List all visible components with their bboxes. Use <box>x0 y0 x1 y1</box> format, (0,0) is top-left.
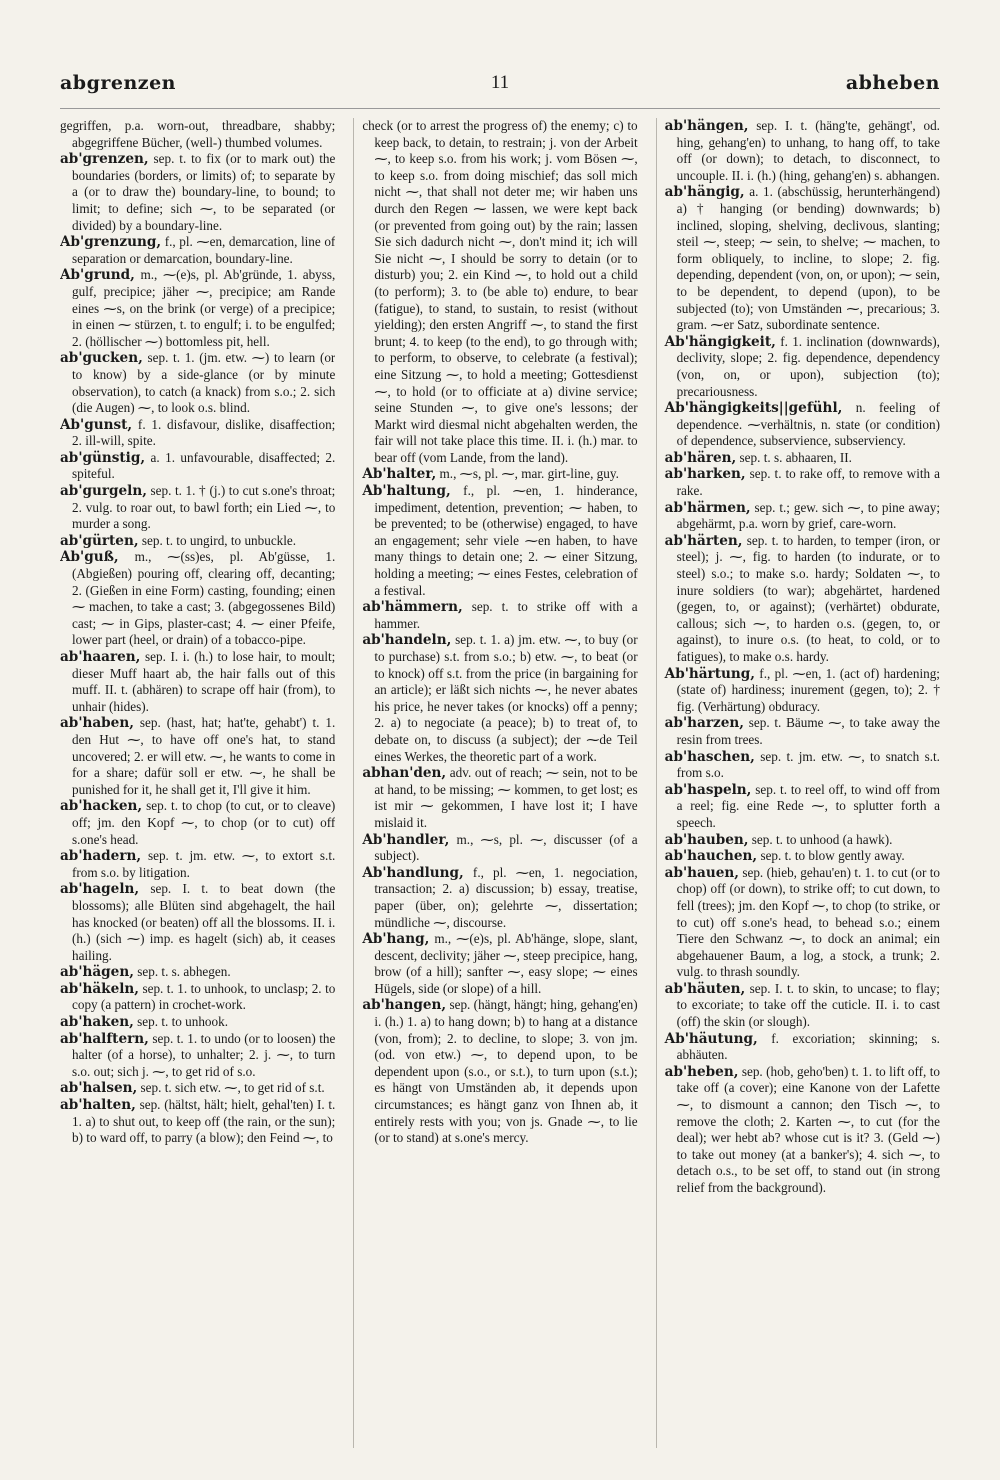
entry-definition: f., pl. ⁓en, 1. hinderance, impediment, detention, prevention; ⁓ haben, to be prevented; to be (otherwise) engaged, to have an engagement; sehr viele ⁓en haben, to have many things to detain one; 2. ⁓ einer Sitzung, holding a meeting; ⁓ eines Festes, celebration of a festival. <box>374 483 638 598</box>
entry-headword: ab'gurgeln, <box>60 483 147 500</box>
entry-definition: sep. t. to rake off, to remove with a rake. <box>676 466 940 499</box>
entry-headword: ab'hären, <box>664 449 737 466</box>
dictionary-entry <box>665 715 940 748</box>
entry-definition: f., pl. ⁓en, 1. negociation, transaction; 2. a) discussion; b) essay, treatise, paper (über, on); gelehrte ⁓, dissertation; mündliche ⁓, discourse. <box>374 864 638 930</box>
dictionary-entry <box>362 765 637 831</box>
dictionary-entry <box>665 334 940 400</box>
dictionary-entry <box>60 1014 335 1031</box>
entry-definition: f. excoriation; skinning; s. abhäuten. <box>676 1030 940 1063</box>
dictionary-entry <box>665 832 940 849</box>
entry-definition: sep. t. to chop (to cut, or to cleave) off; jm. den Kopf ⁓, to chop (or to cut) off s.one's head. <box>72 798 336 847</box>
dictionary-entry <box>60 450 335 483</box>
entry-headword: ab'haken, <box>60 1014 134 1031</box>
entry-definition: sep. I. i. (h.) to lose hair, to moult; dieser Muff haart ab, the hair falls out of this muff. II. t. (abhären) to scrape off hair (from), to unhair (hides). <box>72 649 336 714</box>
entry-headword: ab'haspeln, <box>664 781 752 798</box>
entry-headword: ab'hadern, <box>60 848 142 865</box>
entry-definition: sep. t. to unhood (a hawk). <box>748 831 893 847</box>
header-rule <box>60 108 940 109</box>
entry-definition: f. 1. disfavour, dislike, disaffection; 2. ill-will, spite. <box>72 416 336 449</box>
entry-headword: ab'hageln, <box>60 881 140 898</box>
entry-headword: ab'günstig, <box>60 449 146 466</box>
dictionary-entry <box>665 450 940 467</box>
entry-headword: ab'hauben, <box>664 831 749 848</box>
dictionary-entry <box>60 350 335 416</box>
page-header <box>60 72 940 106</box>
entry-headword: Ab'härtung, <box>664 665 756 682</box>
entry-definition: sep. t. s. abhaaren, II. <box>736 449 852 465</box>
dictionary-entry <box>665 749 940 782</box>
entry-headword: Ab'hang, <box>362 931 430 948</box>
entry-definition: sep. t. 1. (jm. etw. ⁓) to learn (or to know) by a side-glance (or by minute observation), to catch (a knack) from s.o.; 2. sich (die Augen) ⁓, to look o.s. blind. <box>72 350 336 416</box>
entry-definition: f., pl. ⁓en, demarcation, line of separation or demarcation, boundary-line. <box>72 234 336 266</box>
entry-headword: Ab'hängigkeit, <box>664 333 776 350</box>
dictionary-entry <box>60 1080 335 1097</box>
entry-headword: ab'grenzen, <box>60 151 149 168</box>
dictionary-entry <box>60 151 335 234</box>
entry-definition: m., ⁓(e)s, pl. Ab'gründe, 1. abyss, gulf, precipice; jäher ⁓, precipice; am Rande eines ⁓s, on the brink (or verge) of a precipice; in einen ⁓ stürzen, t. to engulf; i. to be engulfed; 2. (höllischer ⁓) bottomless pit, hell. <box>72 267 336 349</box>
entry-definition: adv. out of reach; ⁓ sein, not to be at hand, to be missing; ⁓ kommen, to get lost; es ist mir ⁓ gekommen, I have lost it; I have mislaid it. <box>374 765 638 830</box>
header-right-guideword: abheben <box>845 72 940 94</box>
dictionary-entry <box>60 649 335 715</box>
entry-definition: sep. t. jm. etw. ⁓, to snatch s.t. from s.o. <box>676 748 940 781</box>
entry-definition: sep. I. t. to beat down (the blossoms); alle Blüten sind abgehagelt, the hail has knocked (or beaten) off all the blossoms. II. i. (h.) (sich ⁓) imp. es hagelt (sich) ab, it ceases hailing. <box>72 881 336 963</box>
entry-headword: ab'halten, <box>60 1097 136 1114</box>
entry-definition: sep. t. Bäume ⁓, to take away the resin from trees. <box>676 715 940 747</box>
entry-headword: Ab'gunst, <box>60 416 133 433</box>
entry-definition: sep. t. to fix (or to mark out) the boundaries (borders, or limits) of; to separate by a (or to draw the) boundary-line, to bound; to limit; to define; sich ⁓, to be separated (or divided) by a boundary-line. <box>72 151 336 233</box>
entry-headword: ab'häuten, <box>664 980 746 997</box>
entry-headword: ab'hangen, <box>362 997 447 1014</box>
entry-definition: f. 1. inclination (downwards), declivity, slope; 2. fig. dependence, dependency (von, on, or upon), subjection (to); precariousness. <box>676 333 940 399</box>
entry-headword: ab'handeln, <box>362 632 452 649</box>
dictionary-entry <box>60 549 335 649</box>
dictionary-entry <box>362 832 637 865</box>
dictionary-entry <box>665 848 940 865</box>
entry-headword: ab'hauen, <box>664 864 739 881</box>
entry-headword: ab'harken, <box>664 466 746 483</box>
dictionary-entry <box>362 632 637 765</box>
entry-definition: sep. t. 1. to undo (or to loosen) the halter (of a horse), to unhalter; 2. j. ⁓, to turn s.o. out; sich j. ⁓, to get rid of s.o. <box>72 1030 336 1079</box>
columns <box>60 118 940 1448</box>
entry-headword: Ab'grund, <box>60 267 135 284</box>
dictionary-entry <box>362 931 637 997</box>
entry-definition: sep. (hältst, hält; hielt, gehal'ten) I. t. 1. a) to shut out, to keep off (the rain, or the sun); b) to ward off, to parry (a blow); den Feind ⁓, to <box>72 1097 336 1146</box>
entry-definition: a. 1. (abschüssig, herunterhängend) a) † hanging (or bending) downwards; b) inclined, sloping, shelving, declivous, slanting; steil ⁓, steep; ⁓ sein, to shelve; ⁓ machen, to form obliquely, to incline, to slope; 2. fig. depending, dependent (von, on, or upon); ⁓ sein, to be dependent, to depend (upon), to be subjected (to); von Umständen ⁓, precarious; 3. gram. ⁓er Satz, subordinate sentence. <box>676 184 940 333</box>
entry-headword: ab'heben, <box>664 1063 739 1080</box>
dictionary-entry <box>665 782 940 832</box>
dictionary-entry <box>362 118 637 466</box>
entry-headword: ab'haben, <box>60 715 134 732</box>
entry-definition: sep. t.; gew. sich ⁓, to pine away; abgehärmt, p.a. worn by grief, care-worn. <box>676 499 940 532</box>
entry-definition: sep. t. 1. a) jm. etw. ⁓, to buy (or to purchase) s.t. from s.o.; b) etw. ⁓, to beat (or to knock) off s.t. from the price (in bargaining for an article); er läßt sich nichts ⁓, he never abates his price, he never takes (or knocks) off a penny; 2. a) to negociate (a peace); b) to treat of, to debate on, to discuss (a subject); der ⁓de Teil eines Werkes, the theoretic part of a work. <box>374 632 638 764</box>
entry-definition: sep. t. 1. † (j.) to cut s.one's throat; 2. vulg. to roar out, to bawl forth; ein Lied ⁓, to murder a song. <box>72 483 336 532</box>
entry-definition: sep. I. t. (häng'te, gehängt', od. hing, gehang'en) to unhang, to hang off, to take off (or down); to detach, to disconnect, to uncouple. II. i. (h.) (hing, gehang'en) s. abhangen. <box>676 118 940 183</box>
dictionary-entry <box>60 267 335 350</box>
dictionary-entry <box>362 466 637 483</box>
dictionary-entry <box>60 881 335 964</box>
entry-definition: sep. I. t. to skin, to uncase; to flay; to excoriate; to take off the cuticle. II. i. to cast (off) the skin (or slough). <box>676 980 940 1030</box>
entry-headword: ab'haaren, <box>60 649 141 665</box>
entry-headword: Ab'häutung, <box>664 1030 758 1047</box>
page-number: 11 <box>490 72 510 93</box>
entry-headword: ab'harzen, <box>664 715 744 732</box>
dictionary-entry <box>60 234 335 267</box>
entry-definition: sep. t. jm. etw. ⁓, to extort s.t. from s.o. by litigation. <box>72 848 336 880</box>
dictionary-entry <box>665 466 940 499</box>
dictionary-entry <box>362 483 637 599</box>
entry-definition: n. feeling of dependence. ⁓verhältnis, n. state (or condition) of dependence, subservience, subserviency. <box>676 400 940 449</box>
header-left-guideword: abgrenzen <box>60 72 176 94</box>
entry-definition: sep. t. sich etw. ⁓, to get rid of s.t. <box>137 1080 325 1096</box>
column-1 <box>60 118 335 1448</box>
entry-definition: sep. t. to unhook. <box>133 1014 229 1030</box>
entry-headword: Ab'handler, <box>362 831 450 848</box>
entry-headword: ab'härmen, <box>664 499 751 516</box>
entry-definition: sep. (hob, geho'ben) t. 1. to lift off, to take off (a cover); eine Kanone von der Lafette ⁓, to dismount a cannon; den Tisch ⁓, to remove the cloth; 2. Karten ⁓, to cut (for the deal); wer hebt ab? whose cut is it? 3. (Geld ⁓) to take out money (at a banker's); 4. sich ⁓, to detach o.s., to be set off, to stand out (in strong relief from the background). <box>676 1063 940 1195</box>
entry-headword: ab'häkeln, <box>60 980 140 997</box>
entry-definition: sep. t. to harden, to temper (iron, or steel); j. ⁓, fig. to harden (to indurate, or to steel) s.o.; to make s.o. hardy; Soldaten ⁓, to inure soldiers (to war); abgehärtet, hardened (gegen, to, or against); (verhärtet) obdurate, callous; sich ⁓, to harden o.s. (gegen, to, or against), to inure o.s. (to heat, to cold, or to fatigues), to make o.s. hardy. <box>676 532 940 664</box>
dictionary-entry <box>60 1097 335 1147</box>
entry-definition: sep. t. to ungird, to unbuckle. <box>138 532 297 548</box>
entry-headword: ab'haschen, <box>664 748 755 765</box>
dictionary-entry <box>665 1031 940 1064</box>
entry-definition: f., pl. ⁓en, 1. (act of) hardening; (state of) hardiness; inurement (gegen, to); 2. † fig. (Verhärtung) obduracy. <box>676 665 940 714</box>
entry-definition: m., ⁓(e)s, pl. Ab'hänge, slope, slant, descent, declivity; jäher ⁓, steep precipice, hang, brow (of a hill); sanfter ⁓, easy slope; ⁓ eines Hügels, side (or slope) of a hill. <box>374 931 638 996</box>
dictionary-entry <box>60 417 335 450</box>
dictionary-entry <box>665 118 940 184</box>
dictionary-entry <box>60 483 335 533</box>
entry-headword: Ab'hängigkeits||gefühl, <box>664 400 843 417</box>
entry-definition: sep. (hast, hat; hat'te, gehabt') t. 1. den Hut ⁓, to have off one's hat, to stand uncovered; 2. er will etw. ⁓, he wants to come in for a share; dafür soll er etw. ⁓, he shall be punished for it, he shall get it, I'll give it him. <box>72 715 336 797</box>
dictionary-entry <box>60 798 335 848</box>
dictionary-entry <box>362 599 637 632</box>
entry-definition: sep. (hängt, hängt; hing, gehang'en) i. (h.) 1. a) to hang down; b) to hang at a distance (von, from); 2. to decline, to slope; 3. von jm. (od. von etw.) ⁓, to depend upon, to be dependent upon (s.o., or s.t.), to turn upon (s.t.); es hängt von Umständen ab, it depends upon circumstances; es hängt ganz von Ihnen ab, it entirely rests with you; von js. Gnade ⁓, to lie (or to stand) at s.one's mercy. <box>374 997 638 1146</box>
entry-headword: ab'hägen, <box>60 964 134 981</box>
entry-definition: sep. t. 1. to unhook, to unclasp; 2. to copy (a pattern) in crochet-work. <box>72 980 336 1013</box>
entry-headword: ab'halftern, <box>60 1030 149 1047</box>
dictionary-entry <box>60 981 335 1014</box>
entry-definition: m., ⁓s, pl. ⁓, mar. girt-line, guy. <box>436 466 619 482</box>
dictionary-entry <box>60 118 335 151</box>
entry-definition: sep. t. s. abhegen. <box>133 964 231 980</box>
entry-definition: check (or to arrest the progress of) the enemy; c) to keep back, to detain, to restrain; j. von der Arbeit ⁓, to keep s.o. from his work; j. vom Bösen ⁓, to keep s.o. from doing mischief; das soll mich nicht ⁓, that shall not deter me; wir haben uns durch den Regen ⁓ lassen, we were kept back (or prevented from going out) by the rain; lassen Sie sich dadurch nicht ⁓, don't mind it; ich will Sie nicht ⁓, I should be sorry to detain (or to disturb) you; 2. ein Kind ⁓, to hold out a child (to perform); 3. to (be able to) endure, to bear (fatigue), to stand, to sustain, to resist (without yielding); den ersten Angriff ⁓, to stand the first brunt; 4. to keep (to the end), to go through with; to perform, to observe, to celebrate (a festival); eine Sitzung ⁓, to hold a meeting; Gottesdienst ⁓, to hold (or to officiate at a) divine service; seine Stunden ⁓, to give one's lessons; der Markt wird diesmal nicht abgehalten werden, the fair will not take place this time. II. i. (h.) mar. to bear off (vom Lande, from the land). <box>362 118 638 465</box>
column-2 <box>353 118 637 1448</box>
entry-headword: ab'gucken, <box>60 350 143 367</box>
column-3 <box>656 118 940 1448</box>
entry-headword: ab'hängig, <box>664 184 745 201</box>
dictionary-entry <box>665 865 940 981</box>
entry-headword: Ab'halter, <box>362 466 437 483</box>
entry-definition: m., ⁓s, pl. ⁓, discusser (of a subject). <box>374 831 638 864</box>
entry-headword: Ab'haltung, <box>362 483 451 500</box>
entry-headword: ab'härten, <box>664 532 743 549</box>
dictionary-entry <box>60 964 335 981</box>
dictionary-entry <box>665 500 940 533</box>
entry-headword: ab'halsen, <box>60 1080 138 1097</box>
dictionary-entry <box>665 1064 940 1197</box>
dictionary-entry <box>665 981 940 1031</box>
dictionary-entry <box>362 865 637 931</box>
entry-headword: abhan'den, <box>362 765 447 782</box>
entry-definition: sep. t. to reel off, to wind off from a reel; fig. eine Rede ⁓, to splutter forth a speech. <box>676 781 940 830</box>
entry-headword: ab'hängen, <box>664 118 749 134</box>
dictionary-entry <box>60 1031 335 1081</box>
dictionary-entry <box>60 715 335 798</box>
entry-headword: ab'hämmern, <box>362 599 463 616</box>
dictionary-entry <box>665 533 940 666</box>
entry-definition: sep. t. to blow gently away. <box>757 848 905 864</box>
dictionary-entry <box>362 997 637 1146</box>
dictionary-entry <box>60 533 335 550</box>
dictionary-entry <box>665 666 940 716</box>
entry-headword: Ab'handlung, <box>362 864 464 881</box>
entry-headword: Ab'grenzung, <box>60 234 162 251</box>
entry-definition: sep. (hieb, gehau'en) t. 1. to cut (or to chop) off (or down), to strike off; to cut down, to fell (trees); jm. den Kopf ⁓, to chop (to strike, or to cut) off s.one's head, to behead s.o.; einem Tiere den Schwanz ⁓, to dock an animal; ein abgehauener Baum, a log, a stock, a trunk; 2. vulg. to thrash soundly. <box>676 864 940 980</box>
dictionary-entry <box>665 400 940 450</box>
entry-definition: gegriffen, p.a. worn-out, threadbare, shabby; abgegriffene Bücher, (well-) thumbed volumes. <box>60 118 336 150</box>
dictionary-entry <box>665 184 940 333</box>
entry-headword: Ab'guß, <box>60 549 119 566</box>
entry-definition: sep. t. to strike off with a hammer. <box>374 599 638 631</box>
entry-headword: ab'hacken, <box>60 798 143 815</box>
dictionary-entry <box>60 848 335 881</box>
entry-definition: a. 1. unfavourable, disaffected; 2. spiteful. <box>72 449 336 482</box>
entry-definition: m., ⁓(ss)es, pl. Ab'güsse, 1. (Abgießen) pouring off, clearing off, decanting; 2. (Gießen in eine Form) casting, founding; einen ⁓ machen, to take a cast; 3. (abgegossenes Bild) cast; ⁓ in Gips, plaster-cast; 4. ⁓ einer Pfeife, lower part (heel, or drain) of a tobacco-pipe. <box>72 549 336 648</box>
entry-headword: ab'hauchen, <box>664 848 758 865</box>
entry-headword: ab'gürten, <box>60 532 139 549</box>
